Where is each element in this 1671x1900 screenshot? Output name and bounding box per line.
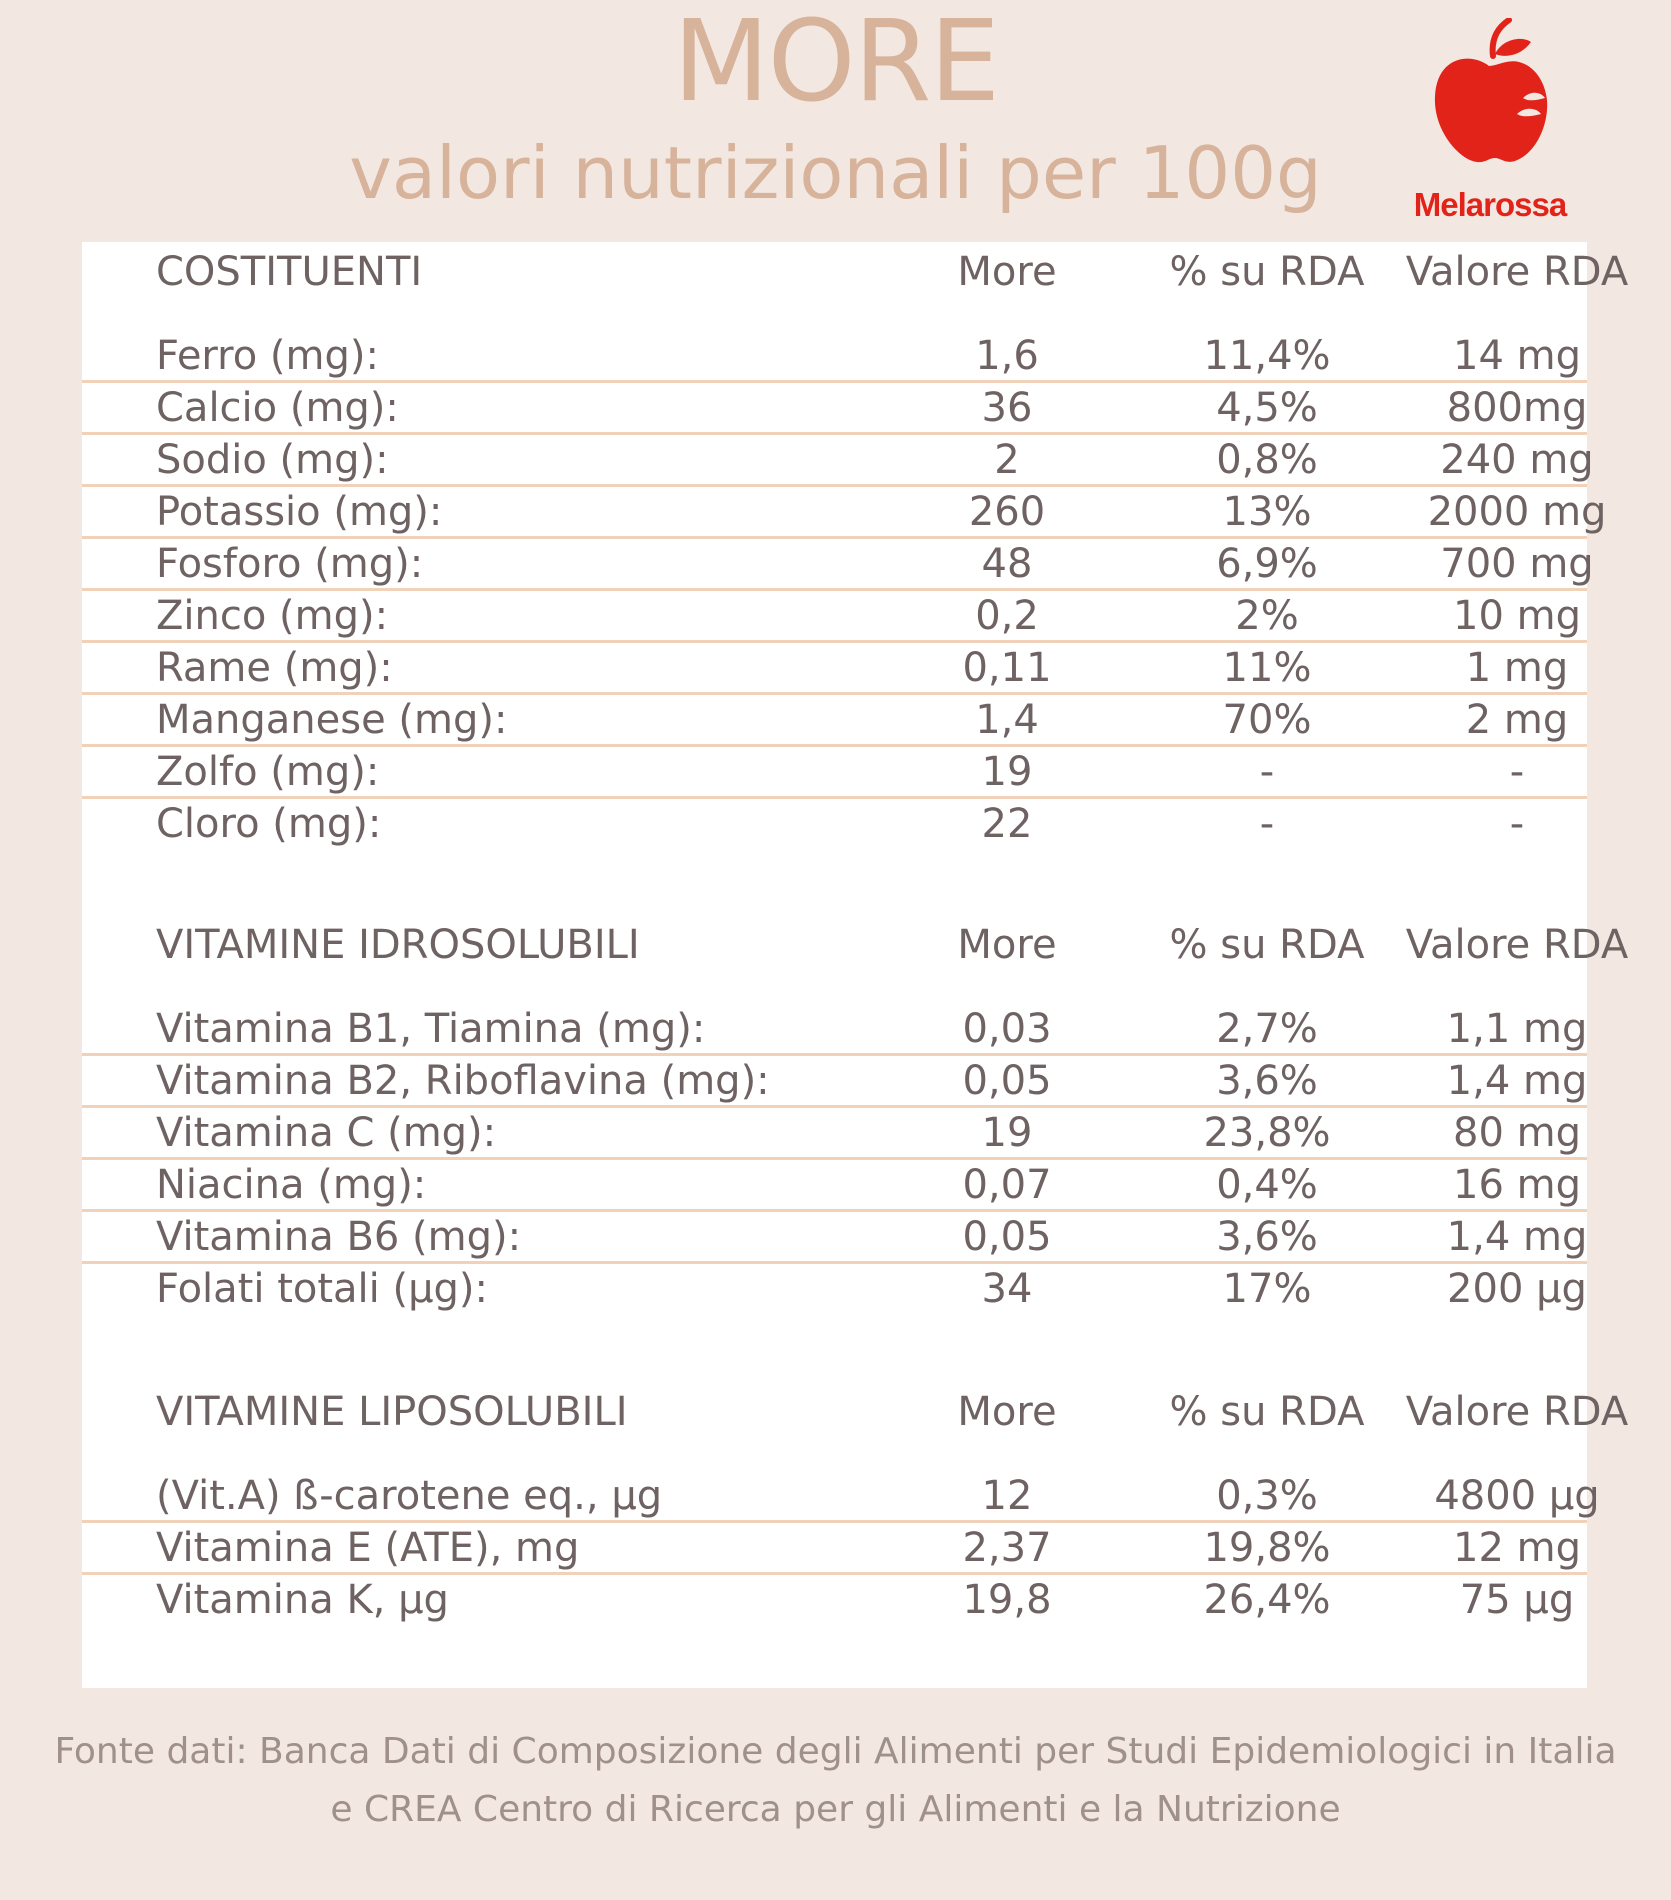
value-more: 0,03: [962, 1006, 1052, 1052]
table-row: [82, 694, 1587, 746]
column-header: More: [957, 922, 1057, 968]
value-rda: 1,4 mg: [1446, 1214, 1588, 1260]
value-rda: 16 mg: [1453, 1162, 1581, 1208]
column-header: Valore RDA: [1405, 922, 1629, 968]
value-rda-percent: 26,4%: [1203, 1577, 1331, 1623]
value-rda-percent: 4,5%: [1216, 385, 1318, 431]
value-more: 1,4: [975, 697, 1039, 743]
value-rda-percent: 17%: [1222, 1266, 1312, 1312]
table-row: [82, 330, 1587, 382]
value-rda-percent: 0,4%: [1216, 1162, 1318, 1208]
value-more: 36: [981, 385, 1033, 431]
value-more: 22: [981, 801, 1033, 847]
value-rda-percent: 0,8%: [1216, 437, 1318, 483]
brand-logo: [1395, 18, 1585, 223]
value-more: 0,05: [962, 1214, 1052, 1260]
section-header: [82, 915, 1629, 975]
nutrition-table: [82, 242, 1629, 1688]
table-row: [82, 538, 1594, 590]
table-section: [82, 242, 1629, 850]
table-section: [82, 1382, 1629, 1626]
row-label: Rame (mg):: [156, 645, 393, 691]
value-rda: 240 mg: [1440, 437, 1594, 483]
value-rda: 75 µg: [1459, 1577, 1575, 1623]
value-rda: 10 mg: [1453, 593, 1581, 639]
table-row: [82, 1522, 1587, 1574]
section-title: VITAMINE IDROSOLUBILI: [156, 922, 640, 968]
value-more: 19,8: [962, 1577, 1052, 1623]
value-rda: -: [1509, 749, 1525, 795]
row-label: Niacina (mg):: [156, 1162, 427, 1208]
page-header: [0, 0, 1671, 230]
value-rda: 4800 µg: [1434, 1473, 1600, 1519]
value-rda: 1,4 mg: [1446, 1058, 1588, 1104]
value-more: 2: [994, 437, 1020, 483]
value-more: 12: [981, 1473, 1033, 1519]
apple-icon: [1431, 18, 1549, 168]
value-rda: 1 mg: [1465, 645, 1569, 691]
value-more: 260: [968, 489, 1046, 535]
value-more: 19: [981, 749, 1033, 795]
value-more: 1,6: [975, 333, 1039, 379]
value-rda-percent: 0,3%: [1216, 1473, 1318, 1519]
row-label: Potassio (mg):: [156, 489, 443, 535]
value-rda-percent: 6,9%: [1216, 541, 1318, 587]
section-header: [82, 1382, 1629, 1442]
column-header: Valore RDA: [1405, 249, 1629, 295]
row-label: Vitamina B2, Riboflavina (mg):: [156, 1058, 770, 1104]
value-more: 19: [981, 1110, 1033, 1156]
source-line-2: e CREA Centro di Ricerca per gli Alimenti e la Nutrizione: [330, 1789, 1341, 1830]
value-more: 0,11: [962, 645, 1052, 691]
table-row: [82, 746, 1587, 798]
row-label: Zolfo (mg):: [156, 749, 380, 795]
row-label: Vitamina B1, Tiamina (mg):: [156, 1006, 706, 1052]
row-label: Sodio (mg):: [156, 437, 389, 483]
table-row: [82, 590, 1587, 642]
column-header: More: [957, 249, 1057, 295]
column-header: % su RDA: [1169, 922, 1365, 968]
value-rda: -: [1509, 801, 1525, 847]
value-rda: 2 mg: [1465, 697, 1569, 743]
column-header: Valore RDA: [1405, 1389, 1629, 1435]
value-rda: 14 mg: [1453, 333, 1581, 379]
row-label: Vitamina C (mg):: [156, 1110, 497, 1156]
page-subtitle: valori nutrizionali per 100g: [349, 131, 1322, 215]
table-row: [82, 642, 1587, 694]
row-label: Vitamina K, µg: [156, 1577, 449, 1623]
value-rda-percent: 23,8%: [1203, 1110, 1331, 1156]
value-more: 2,37: [962, 1525, 1052, 1571]
row-label: Zinco (mg):: [156, 593, 389, 639]
value-rda-percent: 2,7%: [1216, 1006, 1318, 1052]
row-label: Ferro (mg):: [156, 333, 379, 379]
value-more: 0,05: [962, 1058, 1052, 1104]
page-title: MORE: [672, 0, 999, 127]
row-label: Vitamina E (ATE), mg: [156, 1525, 580, 1571]
value-rda-percent: 13%: [1222, 489, 1312, 535]
value-rda-percent: 3,6%: [1216, 1214, 1318, 1260]
table-row: [82, 1159, 1587, 1211]
value-rda-percent: 2%: [1235, 593, 1299, 639]
value-more: 34: [981, 1266, 1033, 1312]
value-rda-percent: 11%: [1222, 645, 1312, 691]
table-row: [82, 1107, 1587, 1159]
value-rda-percent: 3,6%: [1216, 1058, 1318, 1104]
value-more: 48: [981, 541, 1033, 587]
table-row: [82, 382, 1587, 434]
value-rda: 800mg: [1446, 385, 1588, 431]
value-rda: 12 mg: [1453, 1525, 1581, 1571]
row-label: (Vit.A) ß-carotene eq., µg: [156, 1473, 663, 1519]
table-row: [82, 1055, 1587, 1107]
value-rda: 1,1 mg: [1446, 1006, 1588, 1052]
value-more: 0,2: [975, 593, 1039, 639]
row-label: Manganese (mg):: [156, 697, 508, 743]
value-rda-percent: -: [1259, 801, 1275, 847]
section-header: [82, 242, 1629, 302]
table-row: [82, 1574, 1587, 1626]
table-section: [82, 915, 1629, 1315]
value-rda: 700 mg: [1440, 541, 1594, 587]
row-label: Fosforo (mg):: [156, 541, 424, 587]
brand-name: Melarossa: [1413, 186, 1567, 223]
value-more: 0,07: [962, 1162, 1052, 1208]
table-row: [82, 798, 1587, 850]
value-rda: 80 mg: [1453, 1110, 1581, 1156]
column-header: % su RDA: [1169, 1389, 1365, 1435]
row-label: Vitamina B6 (mg):: [156, 1214, 522, 1260]
value-rda-percent: 70%: [1222, 697, 1312, 743]
value-rda-percent: 11,4%: [1203, 333, 1331, 379]
column-header: % su RDA: [1169, 249, 1365, 295]
row-label: Calcio (mg):: [156, 385, 399, 431]
table-row: [82, 1211, 1587, 1263]
column-header: More: [957, 1389, 1057, 1435]
section-title: VITAMINE LIPOSOLUBILI: [156, 1389, 628, 1435]
table-row: [82, 1470, 1600, 1522]
source-note: [0, 1723, 1671, 1839]
row-label: Folati totali (µg):: [156, 1266, 489, 1312]
table-row: [82, 486, 1607, 538]
value-rda: 2000 mg: [1427, 489, 1607, 535]
value-rda-percent: -: [1259, 749, 1275, 795]
table-row: [82, 1263, 1587, 1315]
table-row: [82, 1003, 1587, 1055]
table-row: [82, 434, 1594, 486]
source-line-1: Fonte dati: Banca Dati di Composizione degli Alimenti per Studi Epidemiologici in Italia: [54, 1731, 1617, 1772]
section-title: COSTITUENTI: [156, 249, 423, 295]
value-rda-percent: 19,8%: [1203, 1525, 1331, 1571]
row-label: Cloro (mg):: [156, 801, 382, 847]
value-rda: 200 µg: [1447, 1266, 1587, 1312]
